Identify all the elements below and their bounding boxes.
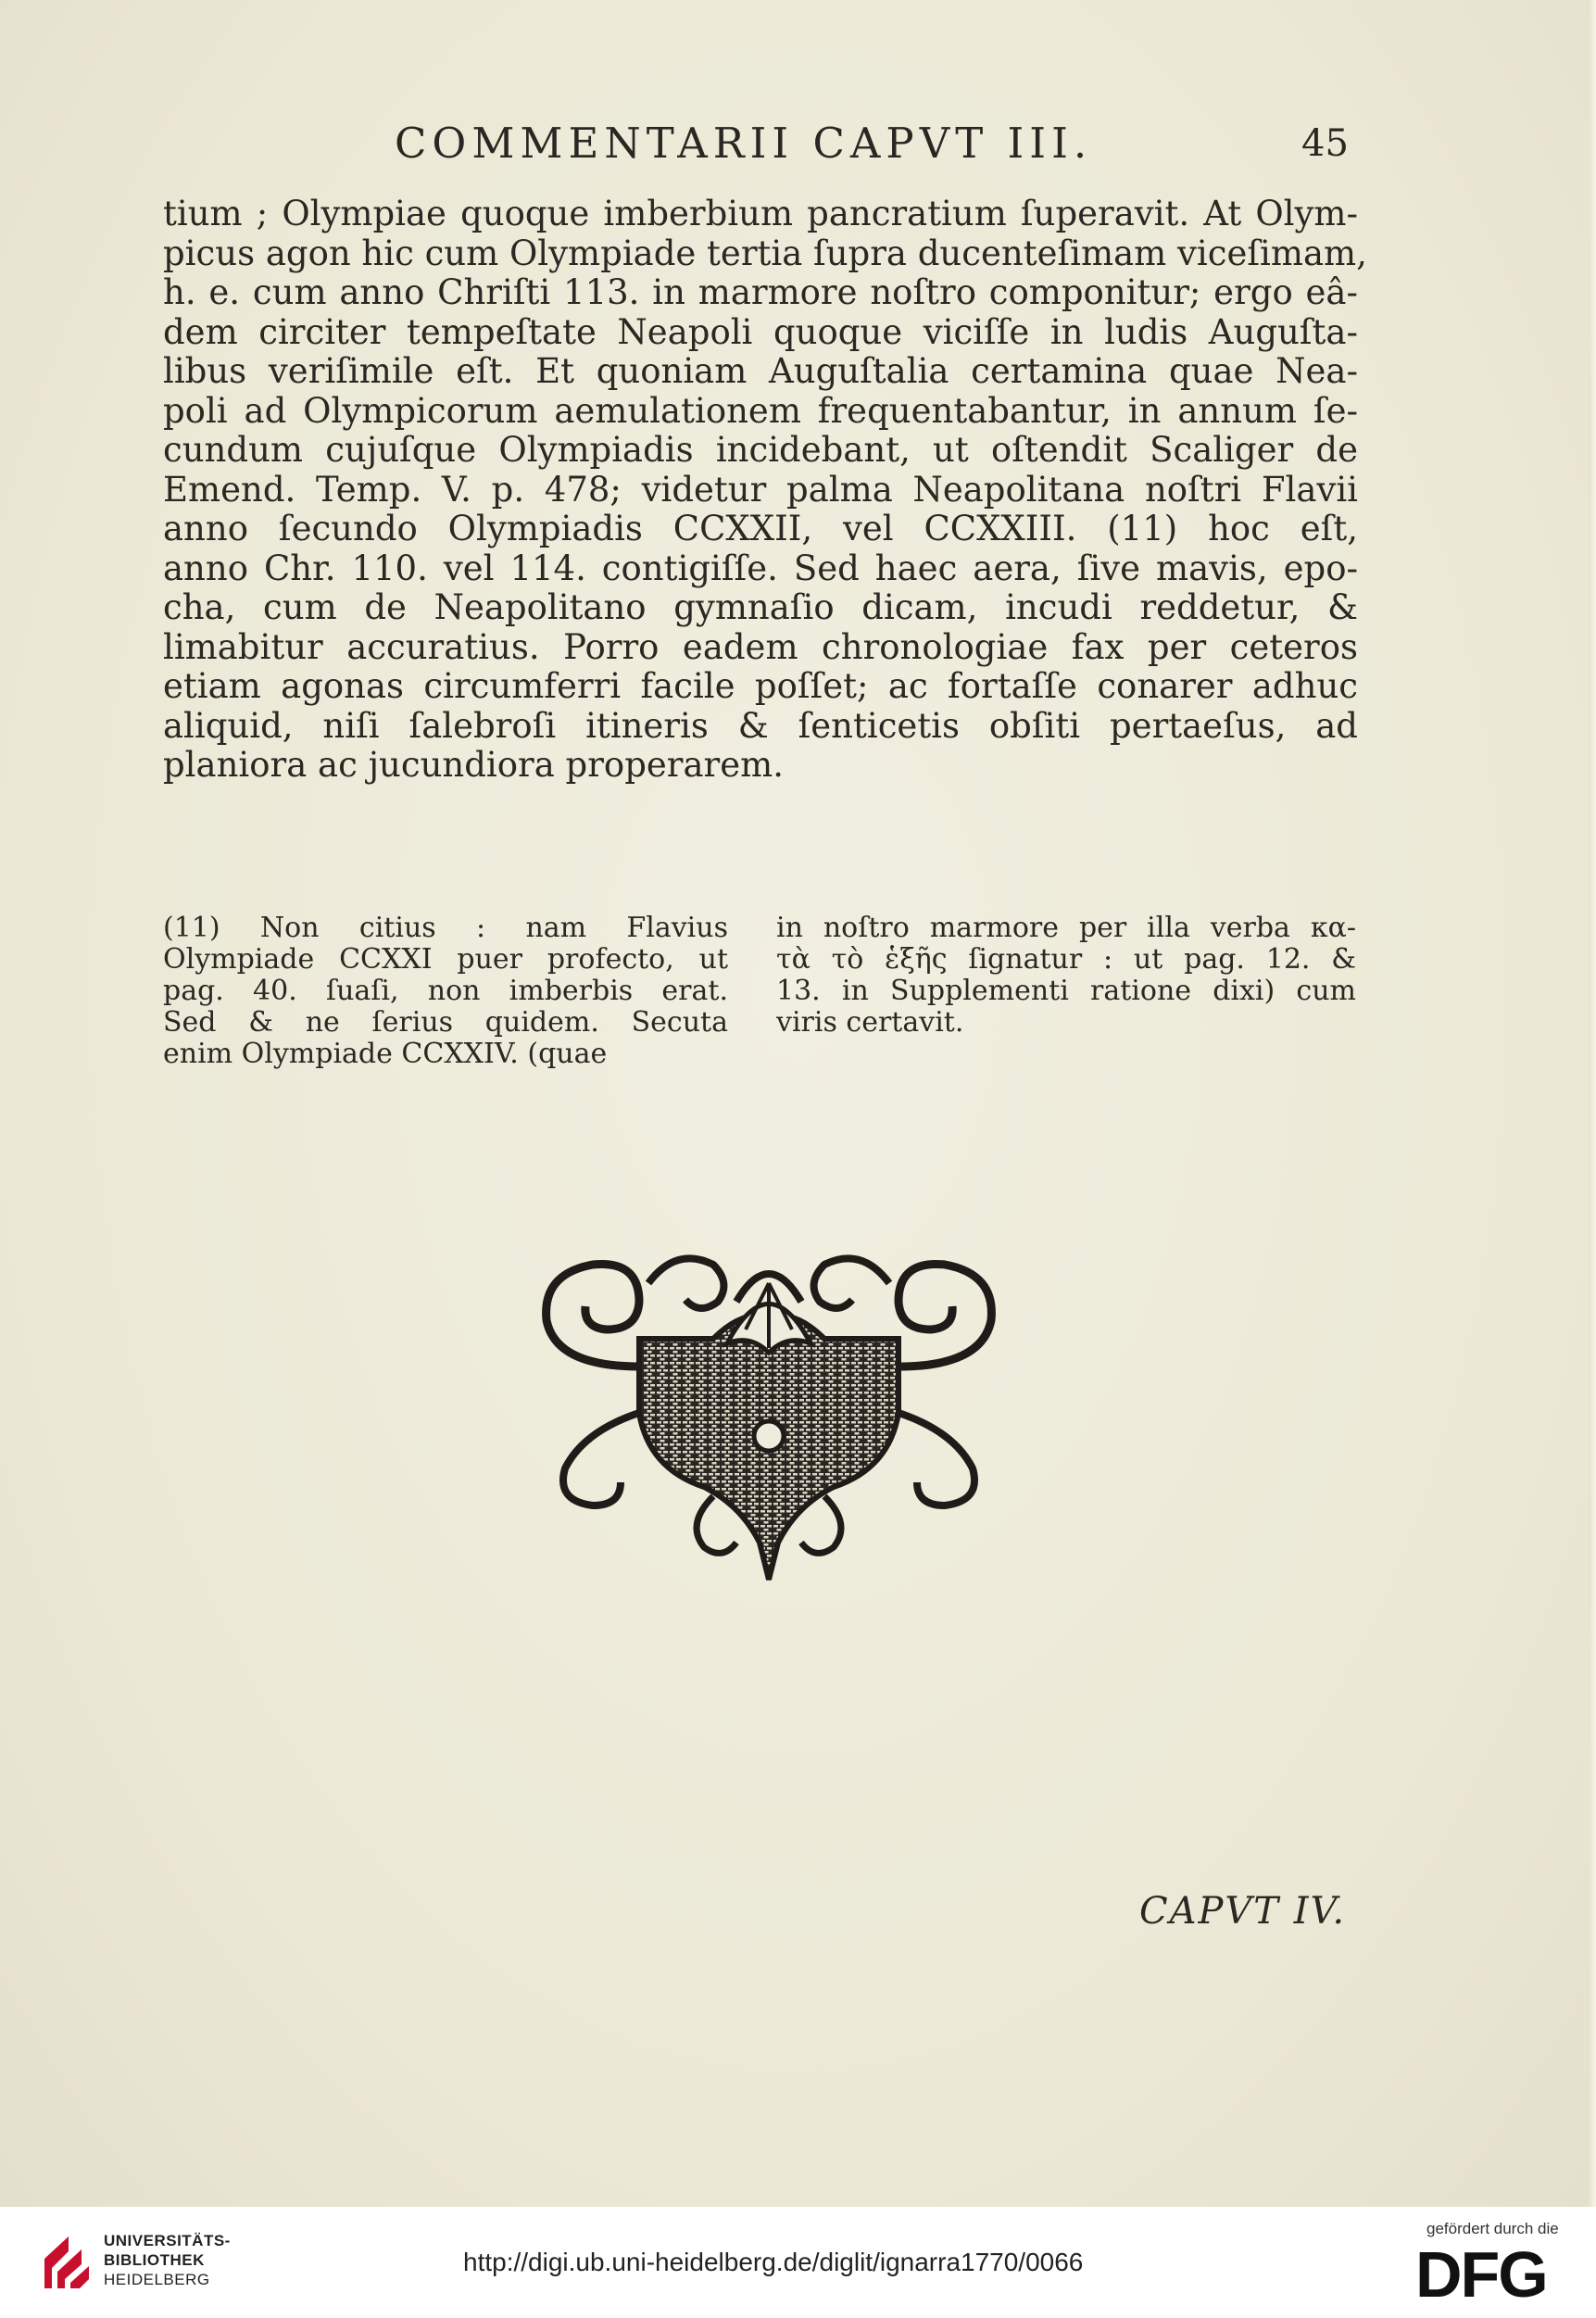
body-line: tium ; Olympiae quoque imberbium pancratium ſuperavit. At Olym- bbox=[163, 194, 1358, 233]
footnote-line: enim Olympiade CCXXIV. (quae bbox=[163, 1038, 608, 1070]
body-line: etiam agonas circumferri facile poſſet; ac fortaſſe conarer adhuc bbox=[163, 666, 1358, 706]
footnote-left-column bbox=[163, 913, 728, 1070]
permalink-url[interactable]: http://digi.ub.uni-heidelberg.de/diglit/ignarra1770/0066 bbox=[463, 2248, 1084, 2276]
body-line: limabitur accuratius. Porro eadem chronologiae fax per ceteros bbox=[163, 626, 1358, 667]
footnote-line: in noſtro marmore per illa verba κα- bbox=[776, 912, 1356, 944]
page-number: 45 bbox=[1301, 122, 1349, 165]
running-title: COMMENTARII CAPVT III. bbox=[395, 119, 1093, 168]
footnote-line: 13. in Supplementi ratione dixi) cum bbox=[776, 975, 1356, 1007]
footnote-line: τὰ τὸ ἑξῆς ſignatur : ut pag. 12. & bbox=[776, 943, 1356, 976]
body-line: dem circiter tempeſtate Neapoli quoque viciſſe in ludis Auguſta- bbox=[163, 311, 1358, 352]
body-line: aliquid, niſi ſalebroſi itineris & ſenticetis obſiti pertaeſus, ad bbox=[163, 705, 1358, 746]
body-line: planiora ac jucundiora properarem. bbox=[163, 745, 784, 785]
body-line: poli ad Olympicorum aemulationem frequentabantur, in annum ſe- bbox=[163, 390, 1358, 431]
tailpiece-ornament bbox=[500, 1228, 1037, 1589]
footnote-line: viris certavit. bbox=[776, 1006, 964, 1039]
body-line: libus veriſimile eſt. Et quoniam Auguſtalia certamina quae Nea- bbox=[163, 351, 1358, 391]
library-name-line: BIBLIOTHEK bbox=[104, 2251, 205, 2269]
body-line: cundum cujuſque Olympiadis incidebant, ut oſtendit Scaliger de bbox=[163, 430, 1358, 470]
funding-caption: gefördert durch die bbox=[1426, 2220, 1559, 2237]
body-line: picus agon hic cum Olympiade tertia ſupra ducenteſimam viceſimam, bbox=[163, 233, 1367, 273]
body-line: Emend. Temp. V. p. 478; videtur palma Neapolitana noſtri Flavii bbox=[163, 469, 1358, 510]
body-line: anno Chr. 110. vel 114. contigiſſe. Sed haec aera, ſive mavis, epo- bbox=[163, 548, 1358, 588]
body-text bbox=[163, 194, 1367, 786]
university-library-logo-icon bbox=[41, 2231, 93, 2296]
body-line: anno ſecundo Olympiadis CCXXII, vel CCXXIII. (11) hoc eſt, bbox=[163, 509, 1358, 548]
running-head bbox=[0, 119, 1596, 174]
dfg-logo: DFG bbox=[1415, 2238, 1547, 2311]
library-name-line: UNIVERSITÄTS- bbox=[104, 2232, 231, 2249]
footnote-line: pag. 40. ſuaſi, non imberbis erat. bbox=[163, 975, 728, 1007]
footnote-line: Sed & ne ſerius quidem. Secuta bbox=[163, 1006, 728, 1039]
footer-bar bbox=[0, 2207, 1596, 2318]
footnote-line: Olympiade CCXXI puer profecto, ut bbox=[163, 943, 728, 976]
next-chapter-catchword: CAPVT IV. bbox=[1139, 1890, 1347, 1933]
body-line: cha, cum de Neapolitano gymnaſio dicam, incudi reddetur, & bbox=[163, 587, 1358, 627]
footnote-line: (11) Non citius : nam Flavius bbox=[163, 912, 728, 944]
library-name-line: HEIDELBERG bbox=[104, 2271, 210, 2288]
library-name bbox=[104, 2231, 231, 2289]
body-line: h. e. cum anno Chriſti 113. in marmore noſtro componitur; ergo eâ- bbox=[163, 272, 1358, 312]
footnote-right-column bbox=[776, 913, 1356, 1039]
